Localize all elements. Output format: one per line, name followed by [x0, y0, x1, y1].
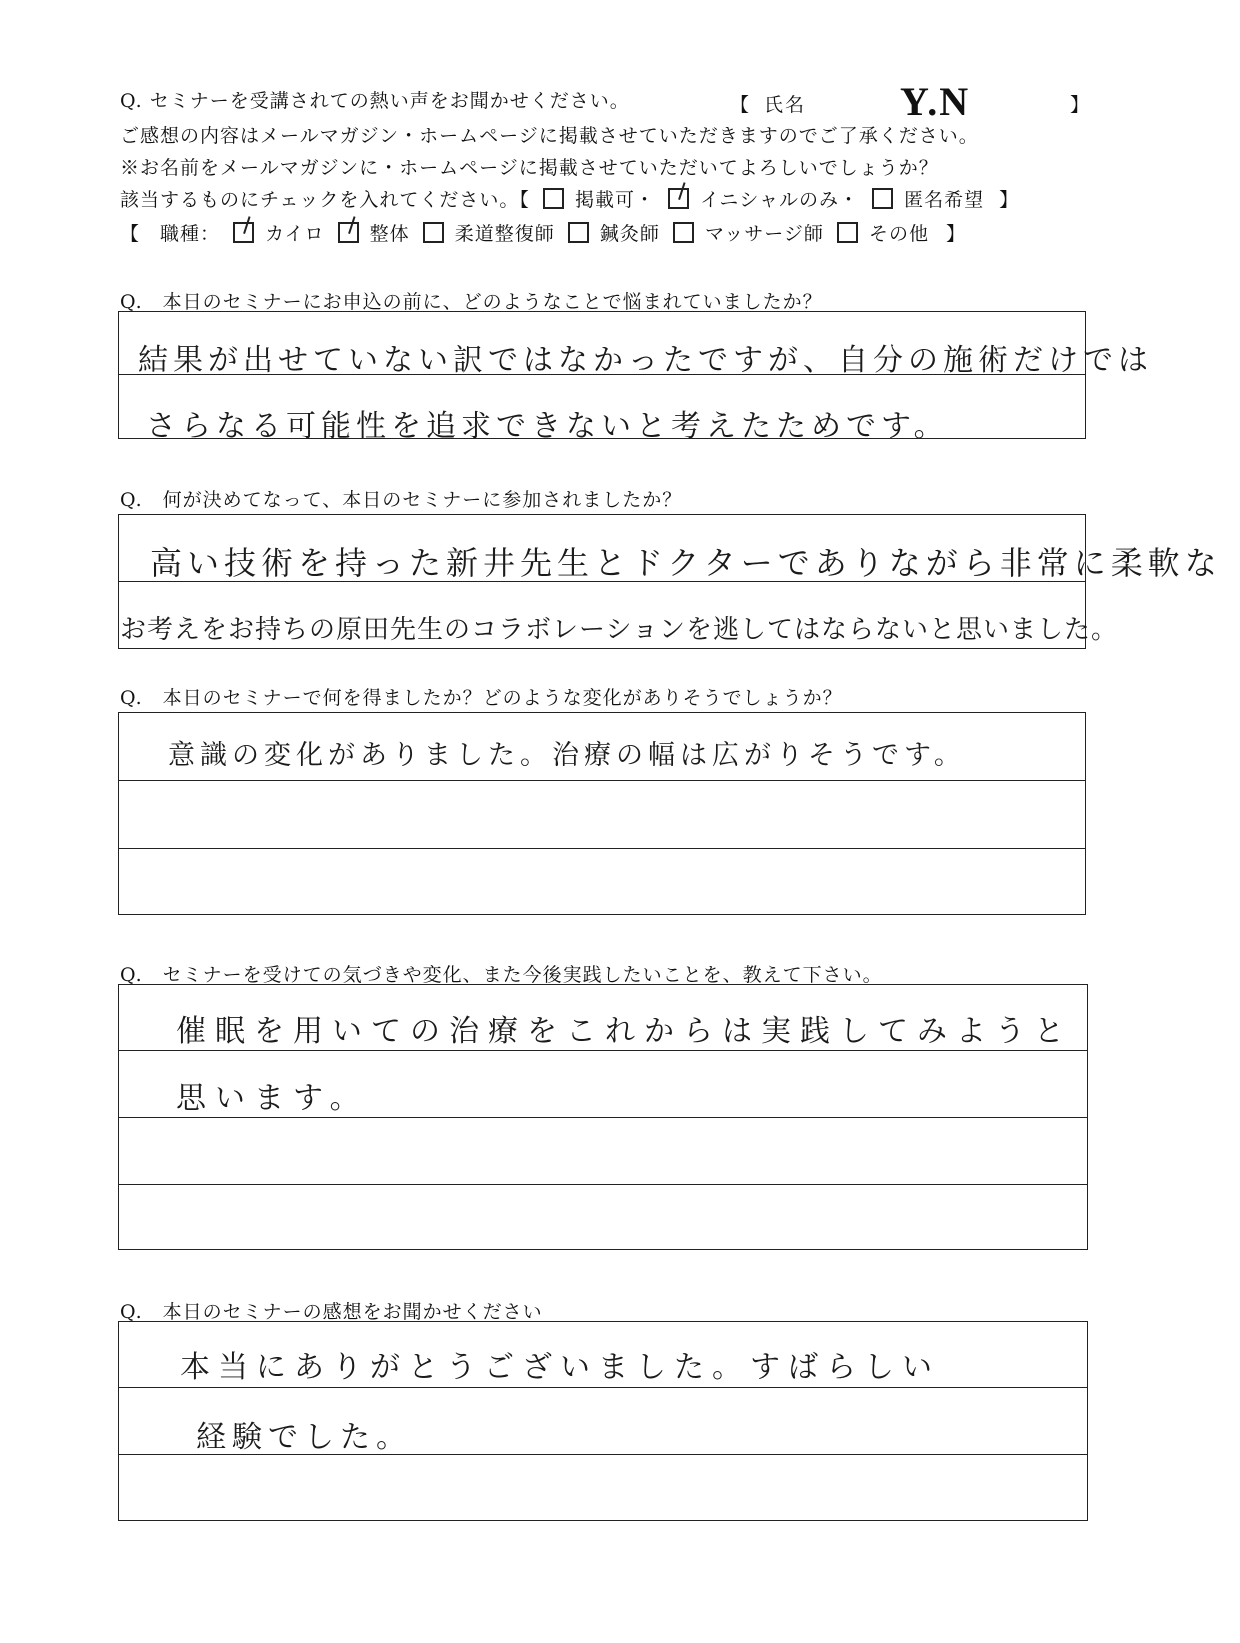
name-area	[730, 79, 1110, 124]
name-value[interactable]: Y.N	[900, 79, 971, 124]
publish-options-row	[120, 185, 1019, 212]
answer-4-line-1: 催眠を用いての治療をこれからは実践してみようと	[176, 1014, 1073, 1049]
answer-5-line-2: 経験でした。	[196, 1420, 412, 1455]
answer-line-divider	[119, 780, 1085, 781]
occupation-other-label: その他	[868, 223, 929, 245]
occupation-row	[120, 219, 966, 246]
occupation-acupuncture-checkbox[interactable]	[568, 222, 589, 243]
occupation-chiro-label: カイロ	[265, 223, 325, 245]
occupation-massage-label: マッサージ師	[704, 223, 824, 245]
occupation-close: 】	[946, 223, 967, 245]
question-2: Q. 何が決めてなって、本日のセミナーに参加されましたか？	[120, 489, 683, 511]
check-prompt: 該当するものにチェックを入れてください。【	[120, 189, 530, 211]
publish-allowed-label: 掲載可・	[575, 189, 656, 211]
answer-1-line-1: 結果が出せていない訳ではなかったですが、自分の施術だけでは	[138, 343, 1153, 378]
initials-only-checkbox[interactable]	[668, 188, 689, 209]
occupation-seitai-label: 整体	[369, 223, 410, 245]
answer-line-divider	[119, 1050, 1087, 1051]
check-close: 】	[999, 189, 1020, 211]
answer-3-line-1: 意識の変化がありました。治療の幅は広がりそうです。	[168, 740, 966, 771]
publish-allowed-checkbox[interactable]	[543, 188, 564, 209]
occupation-prefix: 【 職種：	[120, 223, 221, 245]
question-3: Q. 本日のセミナーで何を得ましたか？どのような変化がありそうでしょうか？	[120, 687, 843, 709]
answer-line-divider	[119, 1184, 1087, 1185]
name-label: 氏名	[764, 94, 807, 116]
question-5: Q. 本日のセミナーの感想をお聞かせください	[120, 1301, 543, 1323]
occupation-other-checkbox[interactable]	[837, 222, 858, 243]
occupation-judo-label: 柔道整復師	[454, 223, 555, 245]
question-4: Q. セミナーを受けての気づきや変化、また今後実践したいことを、教えて下さい。	[120, 964, 883, 986]
question-1: Q. 本日のセミナーにお申込の前に、どのようなことで悩まれていましたか？	[120, 291, 823, 313]
answer-5-line-1: 本当にありがとうございました。すばらしい	[180, 1350, 940, 1385]
anonymous-label: 匿名希望	[904, 189, 985, 211]
name-bracket-close: 】	[1070, 94, 1090, 116]
anonymous-checkbox[interactable]	[872, 188, 893, 209]
occupation-massage-checkbox[interactable]	[673, 222, 694, 243]
answer-line-divider	[119, 1117, 1087, 1118]
name-bracket-open: 【	[730, 94, 750, 116]
permission-question: ※お名前をメールマガジンに・ホームページに掲載させていただいてよろしいでしょうか？	[120, 157, 939, 179]
occupation-seitai-checkbox[interactable]	[338, 222, 359, 243]
consent-notice: ご感想の内容はメールマガジン・ホームページに掲載させていただきますのでご了承ください。	[120, 125, 979, 147]
answer-line-divider	[119, 1387, 1087, 1388]
initials-only-label: イニシャルのみ・	[700, 189, 860, 211]
intro-question: Q. セミナーを受講されての熱い声をお聞かせください。	[120, 90, 630, 112]
occupation-judo-checkbox[interactable]	[423, 222, 444, 243]
answer-4-line-2: 思います。	[176, 1081, 369, 1116]
answer-2-line-1: 高い技術を持った新井先生とドクターでありながら非常に柔軟な	[150, 544, 1222, 582]
answer-2-line-2: お考えをお持ちの原田先生のコラボレーションを逃してはならないと思いました。	[120, 615, 1118, 645]
answer-line-divider	[119, 848, 1085, 849]
answer-1-line-2: さらなる可能性を追求できないと考えたためです。	[146, 409, 949, 444]
occupation-chiro-checkbox[interactable]	[233, 222, 254, 243]
occupation-acupuncture-label: 鍼灸師	[599, 223, 660, 245]
